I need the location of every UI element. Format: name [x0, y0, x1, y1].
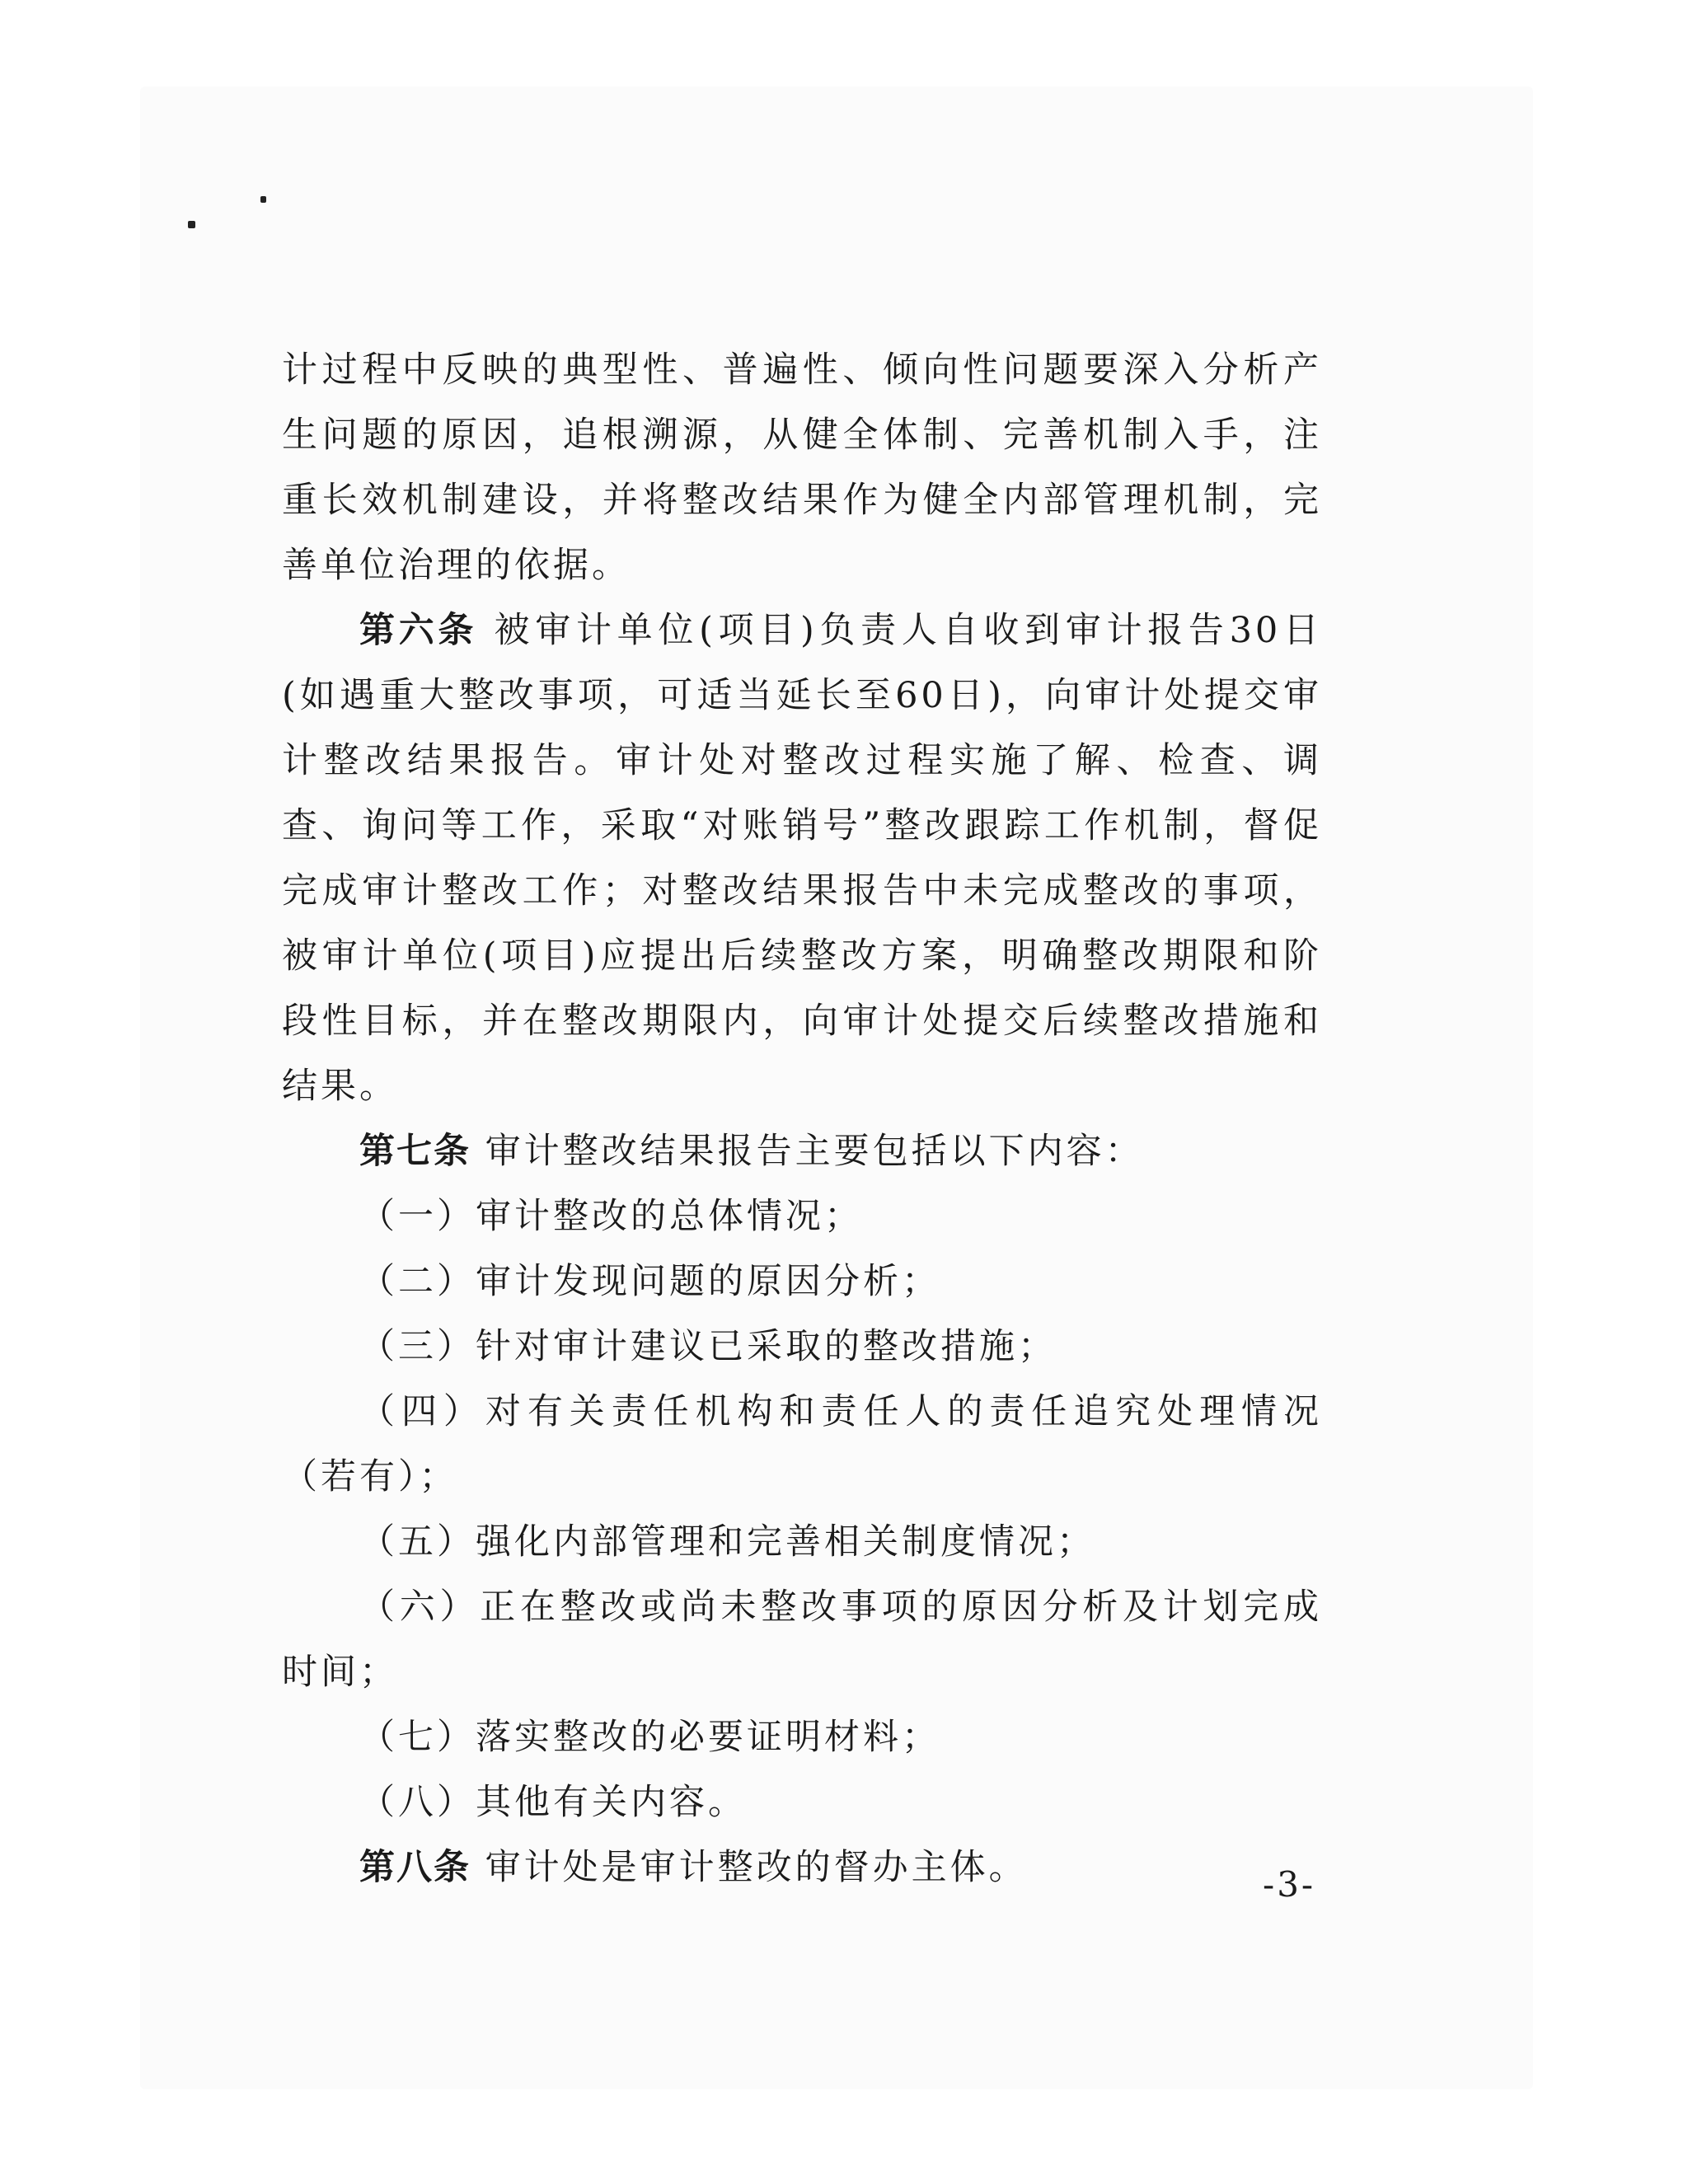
paragraph-text: 计过程中反映的典型性、普遍性、倾向性问题要深入分析产生问题的原因，追根溯源，从健全体制、完善机制入手，注重长效机制建设，并将整改结果作为健全内部管理机制，完善单位治理的依据。 [282, 349, 1322, 586]
article-heading: 第七条 [359, 1131, 471, 1172]
list-item-2 [282, 1249, 1322, 1315]
list-item-text: （四）对有关责任机构和责任人的责任追究处理情况（若有）； [282, 1391, 1322, 1497]
list-item-1 [282, 1184, 1322, 1249]
list-item-text: （一）审计整改的总体情况； [359, 1196, 863, 1237]
list-item-text: （八）其他有关内容。 [359, 1782, 747, 1823]
article-8 [282, 1835, 1322, 1900]
article-heading: 第八条 [359, 1847, 471, 1888]
document-body [282, 338, 1322, 1900]
list-item-8 [282, 1770, 1322, 1835]
list-item-text: （七）落实整改的必要证明材料； [359, 1717, 940, 1758]
list-item-text: （五）强化内部管理和完善相关制度情况； [359, 1521, 1095, 1563]
list-item-6 [282, 1575, 1322, 1705]
list-item-4 [282, 1380, 1322, 1510]
scan-speck [260, 196, 266, 203]
paragraph-text: 被审计单位(项目)负责人自收到审计报告30日(如遇重大整改事项，可适当延长至60日)，向审计处提交审计整改结果报告。审计处对整改过程实施了解、检查、调查、询问等工作，采取“对账销号”整改跟踪工作机制，督促完成审计整改工作；对整改结果报告中未完成整改的事项，被审计单位(项目)应提出后续整改方案，明确整改期限和阶段性目标，并在整改期限内，向审计处提交后续整改措施和结果。 [282, 610, 1323, 1107]
paragraph-continuation [282, 338, 1322, 598]
list-item-text: （三）针对审计建议已采取的整改措施； [359, 1326, 1057, 1367]
list-item-3 [282, 1315, 1322, 1380]
list-item-5 [282, 1510, 1322, 1575]
list-item-text: （六）正在整改或尚未整改事项的原因分析及计划完成时间； [282, 1586, 1322, 1693]
paragraph-text: 审计整改结果报告主要包括以下内容： [471, 1131, 1144, 1172]
article-6 [282, 598, 1322, 1119]
list-item-text: （二）审计发现问题的原因分析； [359, 1261, 940, 1302]
article-heading: 第六条 [359, 610, 478, 651]
paragraph-text: 审计处是审计整改的督办主体。 [471, 1847, 1028, 1888]
page-number: -3- [1263, 1864, 1316, 1905]
scan-speck [188, 221, 195, 228]
article-7 [282, 1119, 1322, 1184]
list-item-7 [282, 1705, 1322, 1770]
